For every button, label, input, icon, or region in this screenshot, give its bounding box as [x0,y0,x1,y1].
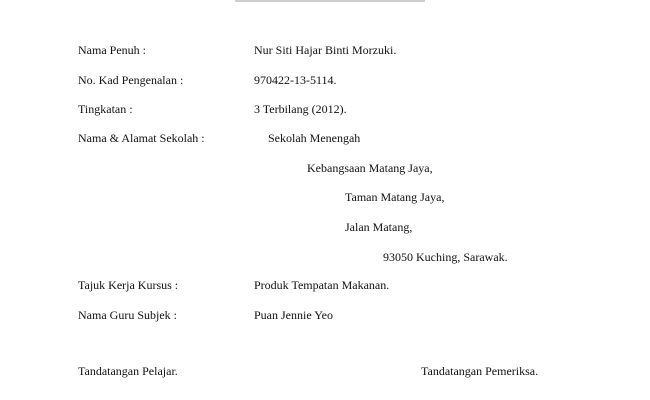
address-line-3: Jalan Matang, [345,220,413,234]
value-nama-sekolah: Sekolah Menengah [268,131,361,145]
label-nama-alamat-sekolah: Nama & Alamat Sekolah : [78,131,205,145]
label-nama-penuh: Nama Penuh : [78,43,146,57]
signature-student-label: Tandatangan Pelajar. [78,364,178,378]
value-tajuk-kerja-kursus: Produk Tempatan Makanan. [254,278,390,292]
value-no-kad-pengenalan: 970422-13-5114. [254,73,337,87]
top-divider [235,0,425,2]
address-line-2: Taman Matang Jaya, [345,190,445,204]
label-nama-guru-subjek: Nama Guru Subjek : [78,308,177,322]
value-tingkatan: 3 Terbilang (2012). [254,102,347,116]
address-line-4: 93050 Kuching, Sarawak. [383,250,508,264]
value-nama-guru-subjek: Puan Jennie Yeo [254,308,334,322]
value-nama-penuh: Nur Siti Hajar Binti Morzuki. [254,43,397,57]
signature-examiner-label: Tandatangan Pemeriksa. [421,364,539,378]
label-no-kad-pengenalan: No. Kad Pengenalan : [78,73,184,87]
label-tingkatan: Tingkatan : [78,102,133,116]
address-line-1: Kebangsaan Matang Jaya, [307,161,433,175]
label-tajuk-kerja-kursus: Tajuk Kerja Kursus : [78,278,179,292]
